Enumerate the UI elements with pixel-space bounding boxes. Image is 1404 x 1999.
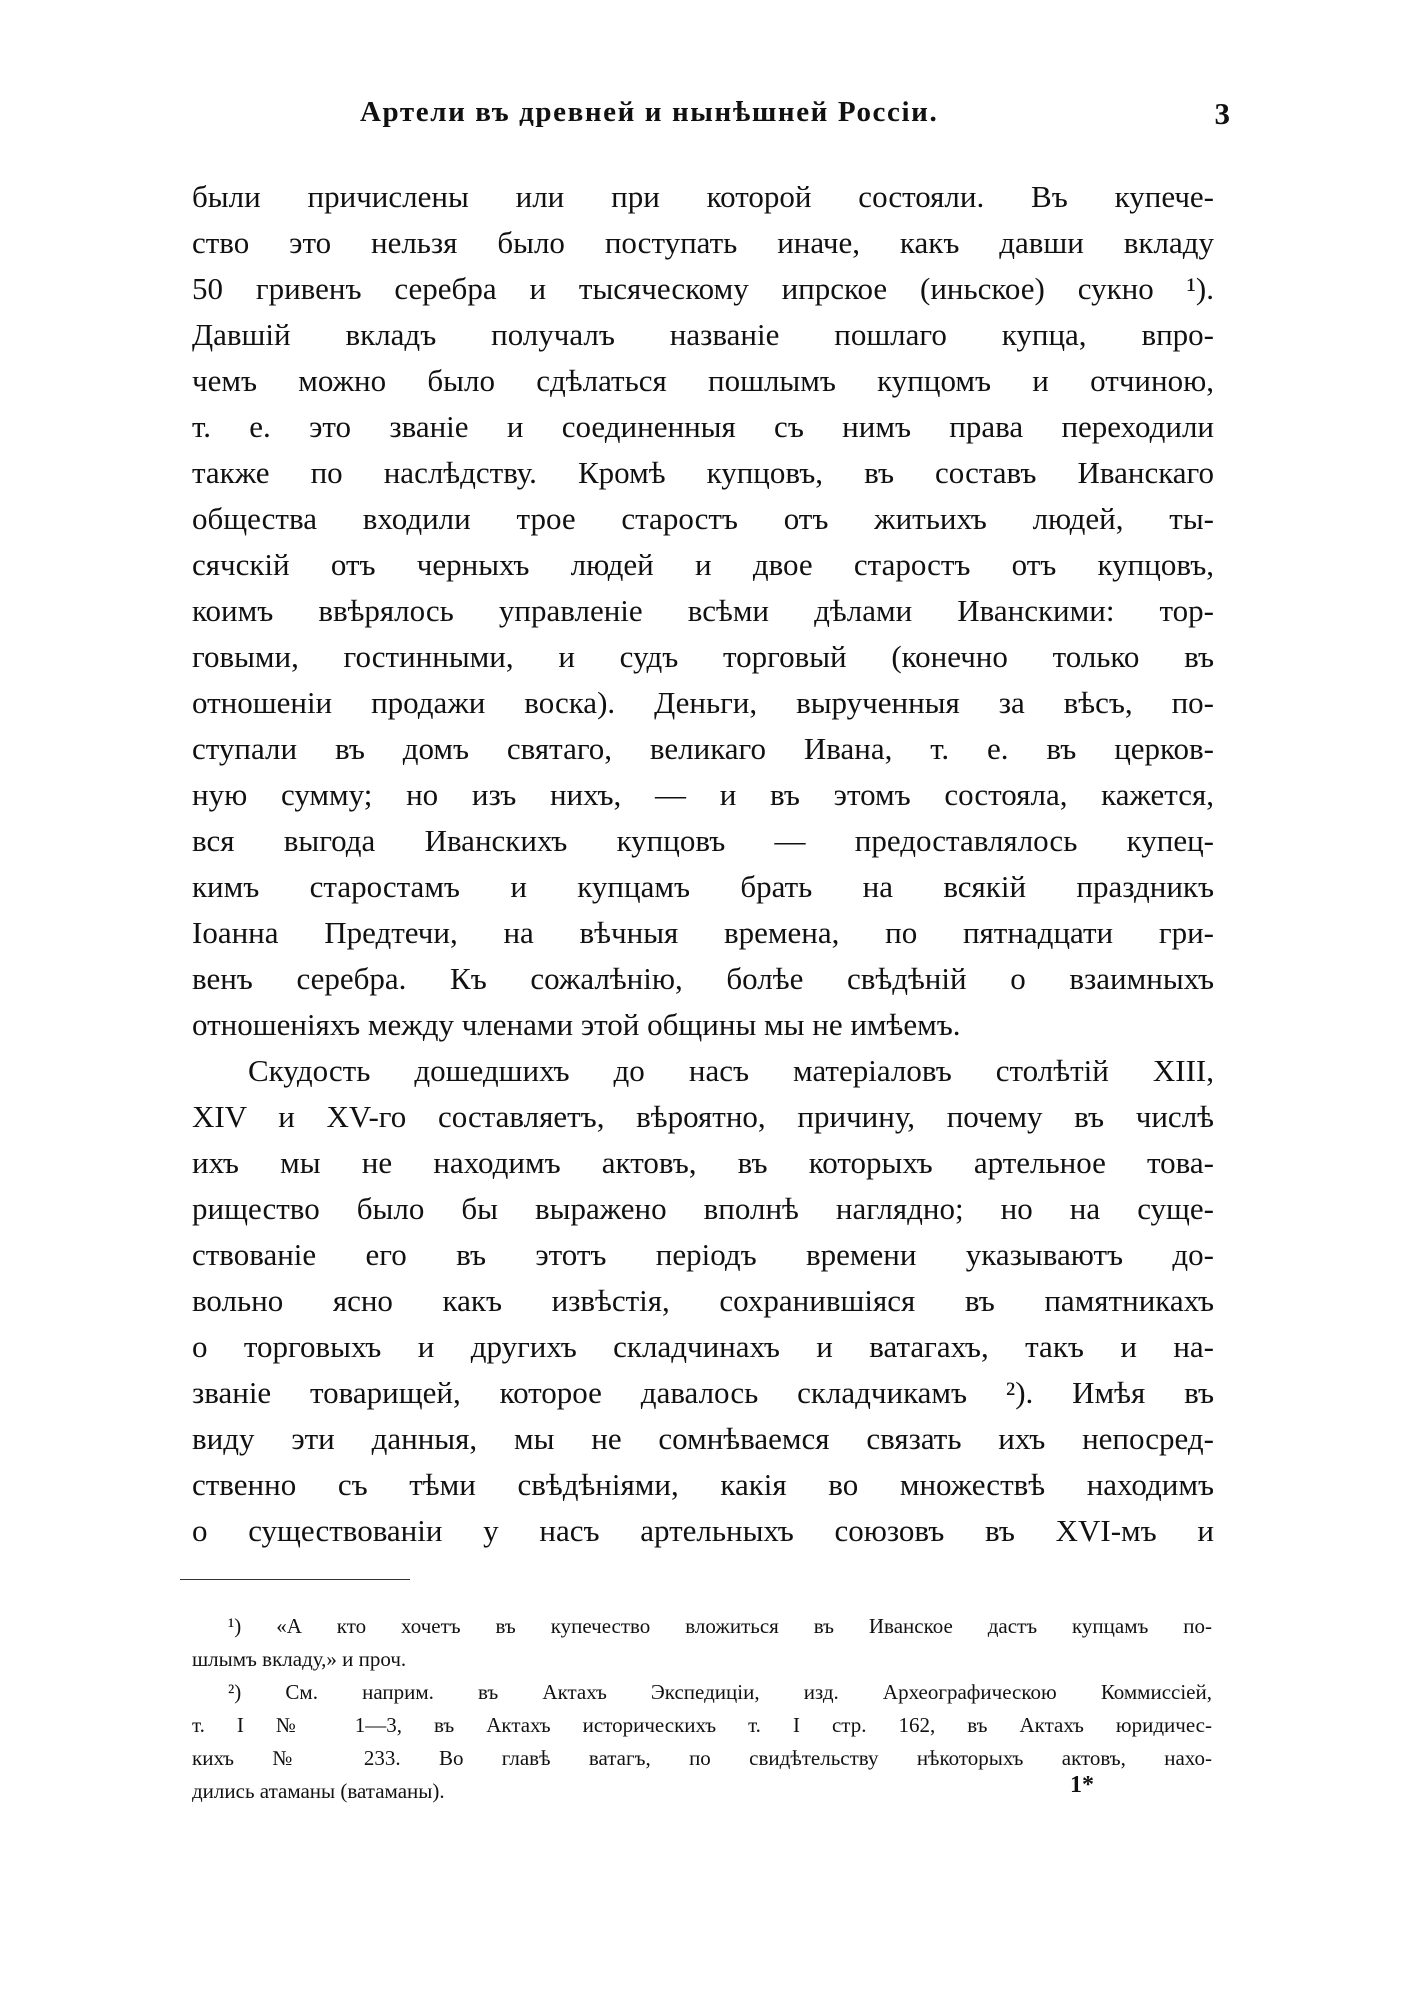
text-line: венъ серебра. Къ сожалѣнію, болѣе свѣдѣній о взаимныхъ — [192, 961, 1214, 996]
text-line: сячскій отъ черныхъ людей и двое старостъ отъ купцовъ, — [192, 547, 1214, 582]
text-line: отношеніи продажи воска). Деньги, вырученныя за вѣсъ, по- — [192, 685, 1214, 720]
running-title: Артели въ древней и нынѣшней Россіи. — [360, 96, 939, 128]
text-line: ступали въ домъ святаго, великаго Ивана, т. е. въ церков- — [192, 731, 1214, 766]
text-line: о торговыхъ и другихъ складчинахъ и ватагахъ, такъ и на- — [192, 1329, 1214, 1364]
text-line: отношеніяхъ между членами этой общины мы не имѣемъ. — [192, 1007, 961, 1042]
footnote-line: т. I № 1—3, въ Актахъ историческихъ т. I стр. 162, въ Актахъ юридичес- — [192, 1713, 1212, 1737]
text-line: ство это нельзя было поступать иначе, какъ давши вкладу — [192, 225, 1214, 260]
text-line: Давшій вкладъ получалъ названіе пошлаго купца, впро- — [192, 317, 1214, 352]
text-line: ственно съ тѣми свѣдѣніями, какія во множествѣ находимъ — [192, 1467, 1214, 1502]
text-line: Скудость дошедшихъ до насъ матеріаловъ столѣтій XIII, — [248, 1053, 1214, 1088]
footnote-line: кихъ № 233. Во главѣ ватагъ, по свидѣтельству нѣкоторыхъ актовъ, нахо- — [192, 1746, 1212, 1770]
running-head — [360, 96, 1230, 140]
footnote-line: ²) См. наприм. въ Актахъ Экспедиціи, изд. Археографическою Коммиссіей, — [228, 1680, 1212, 1704]
text-line: званіе товарищей, которое давалось складчикамъ ²). Имѣя въ — [192, 1375, 1214, 1410]
text-line: общества входили трое старостъ отъ житьихъ людей, ты- — [192, 501, 1214, 536]
text-line: виду эти данныя, мы не сомнѣваемся связать ихъ непосред- — [192, 1421, 1214, 1456]
footnotes — [192, 1610, 1212, 1808]
text-line: вольно ясно какъ извѣстія, сохранившіяся въ памятникахъ — [192, 1283, 1214, 1318]
text-line: 50 гривенъ серебра и тысяческому ипрское (иньское) сукно ¹). — [192, 271, 1214, 306]
text-line: вся выгода Иванскихъ купцовъ — предоставлялось купец- — [192, 823, 1214, 858]
text-line: ихъ мы не находимъ актовъ, въ которыхъ артельное това- — [192, 1145, 1214, 1180]
text-line: о существованіи у насъ артельныхъ союзовъ въ XVI-мъ и — [192, 1513, 1214, 1548]
text-line: были причислены или при которой состояли. Въ купече- — [192, 179, 1214, 214]
text-line: также по наслѣдству. Кромѣ купцовъ, въ составъ Иванскаго — [192, 455, 1214, 490]
signature-mark: 1* — [1070, 1772, 1094, 1798]
text-line: кимъ старостамъ и купцамъ брать на всякій праздникъ — [192, 869, 1214, 904]
text-line: ствованіе его въ этотъ періодъ времени указываютъ до- — [192, 1237, 1214, 1272]
main-text — [192, 174, 1214, 1554]
text-line: т. е. это званіе и соединенныя съ нимъ права переходили — [192, 409, 1214, 444]
text-line: ную сумму; но изъ нихъ, — и въ этомъ состояла, кажется, — [192, 777, 1214, 812]
footnote-divider — [180, 1579, 410, 1580]
footnote-line: дились атаманы (ватаманы). — [192, 1779, 445, 1803]
text-line: говыми, гостинными, и судъ торговый (конечно только въ — [192, 639, 1214, 674]
text-line: XIV и XV-го составляетъ, вѣроятно, причину, почему въ числѣ — [192, 1099, 1214, 1134]
page-number: 3 — [1214, 96, 1230, 131]
text-line: Іоанна Предтечи, на вѣчныя времена, по пятнадцати гри- — [192, 915, 1214, 950]
text-line: чемъ можно было сдѣлаться пошлымъ купцомъ и отчиною, — [192, 363, 1214, 398]
text-line: рищество было бы выражено вполнѣ наглядно; но на суще- — [192, 1191, 1214, 1226]
footnote-line: ¹) «А кто хочетъ въ купечество вложиться въ Иванское дастъ купцамъ по- — [228, 1614, 1212, 1638]
text-line: коимъ ввѣрялось управленіе всѣми дѣлами Иванскими: тор- — [192, 593, 1214, 628]
footnote-line: шлымъ вкладу,» и проч. — [192, 1647, 407, 1671]
